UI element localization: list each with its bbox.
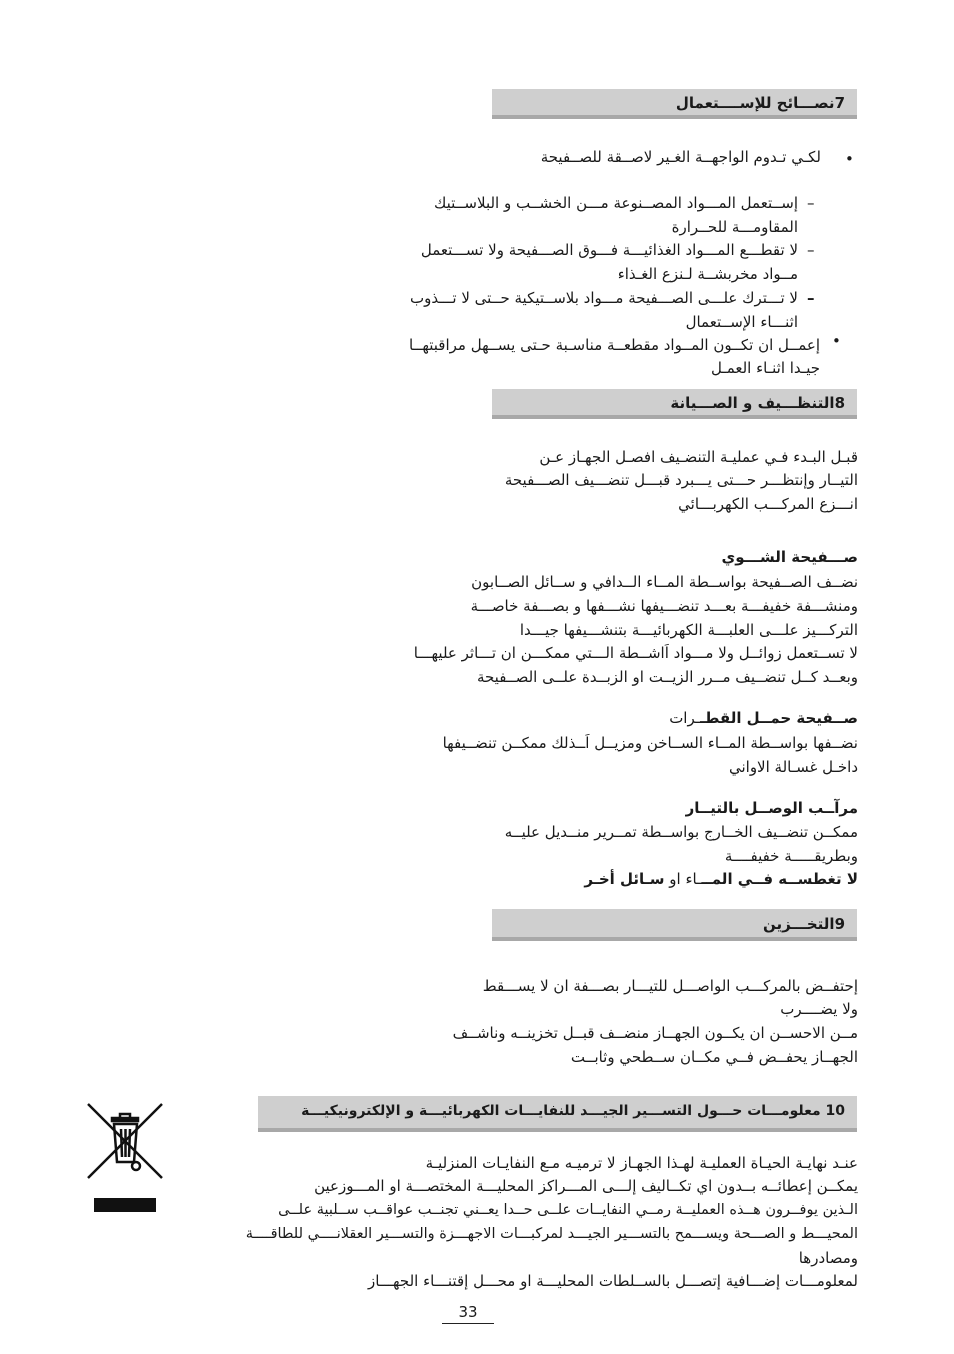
dash-marker: – [807, 289, 815, 307]
weee-black-bar [94, 1198, 156, 1212]
page-number: 33 [442, 1301, 494, 1324]
paragraph-line: نضــفها بواســطة المــاء الســاخن ومزيــل اَــذلك ممكــن تنضــيفها [442, 734, 858, 752]
section-10-heading: 10 معلومـــات حـــول التســـير الجيـــد للنفايـــات الكهربائيـــة و الإلكترونيكيـــة [258, 1096, 857, 1132]
paragraph-line: ممكــن تنضــيف الخــارج بواســطة تمــرير منــديل عليــه [504, 823, 858, 841]
paragraph-line: لا تســتعمل زوائــل ولا مـــواد اَاشــطة الـــتي ممكـــن ان تـــاثر عليهـــا [413, 644, 858, 662]
paragraph-line: الـذين يوفــرون هــذه العمليــة رمــي النفايــات علــى حــدا يعــني تجنــب عواقــب ســلبية علــى [278, 1202, 858, 1218]
warning-bold-part-2: سـائل أخـر [584, 870, 665, 888]
subheading-grill-plate: صـــفيحة الشـــوي [721, 548, 858, 566]
warning-normal-part: ـاء او [664, 870, 702, 888]
paragraph-line: وبعــد كــل تنضــيف مــرر الزيــت او الزبــدة علــى الصــفيحة [476, 668, 858, 686]
bullet-text-cont: جيـدا اثنـاء العمـل [710, 359, 820, 377]
warning-bold-part: لا تغطســه فــي المــ [701, 870, 858, 888]
paragraph-line: التيــار وإنتظـــر حـــتى يـــبرد قبـــل تنضـــيف الصـــفيحة [504, 471, 858, 489]
crossed-out-bin-icon [84, 1100, 166, 1182]
list-item: لا تـــترك علـــى الصـــفيحة مـــواد بلاســتيكية حــتى لا تـــذوب [409, 289, 798, 307]
paragraph-line: إحتفــض بالمركـــب الواصـــل للتيـــار بصـــفة ان لا يســـقط [482, 977, 858, 995]
paragraph-line: المحيـــط و الصـــحة ويســـمح بالتســـير الجيـــد لمركبـــات الاجهـــزة والتســـير العقلانــــي للطاقــــة [245, 1226, 858, 1242]
list-item-cont: اثنـــاء الإســتعمال [685, 313, 798, 331]
paragraph-line: يمكــن إعطائــه بــدون اي تكــاليف إلـــى المـــراكز المحليـــة المختصـــة او المـــوزعين [314, 1177, 858, 1195]
bullet-dot: • [832, 332, 841, 350]
list-item: إســتعمل المـــواد المصــنوعة مـــن الخشــب و البلاســتيك [433, 194, 798, 212]
dash-marker: – [807, 194, 815, 212]
subheading-rest: ـرات [669, 709, 701, 727]
subheading-bold-part: صــفيحة حمــل القطـ [700, 709, 858, 727]
paragraph-line: قبـل البـدء فـي عمليـة التنضـيف افصـل الجهـاز عـن [539, 448, 858, 466]
paragraph-line: مــن الاحســن ان يكــون الجهــاز منضــف قبــل تخزينــه وناشــف [452, 1024, 858, 1042]
bullet-text: إعمــل ان تكــون المــواد مقطعــة مناسـبة حـتى يســهل مراقبتهــا [408, 336, 820, 354]
subheading-drip-tray [669, 708, 858, 728]
paragraph-line: الجهــاز يحفــض فــي مكــان ســطحي وثابــت [570, 1048, 858, 1066]
paragraph-line: ومصادرها [798, 1249, 858, 1267]
paragraph-line: ولا يضــــرب [780, 1000, 858, 1018]
bullet-dot: • [845, 150, 854, 168]
paragraph-line: وبطريقـــــة خفيفــــة [724, 847, 858, 865]
section-8-heading: 8التنظـــيف و الصـــيانة [492, 389, 857, 419]
paragraph-line: انـــزع المركـــب الكهربـــائي [678, 495, 858, 513]
list-item-cont: المقاومـــة للحــرارة [671, 218, 798, 236]
warning-line [584, 869, 858, 889]
paragraph-line: داخـل غسـالة الاواني [728, 758, 858, 776]
paragraph-line: ومنشـــفة خفيفـــة بعـــد تنضـــيفها نشـــفها و بصـــفة خاصـــة [470, 597, 858, 615]
section-7-heading: 7نصـــائح للإســــتعمال [492, 89, 857, 119]
bullet-text: لكـي تـدوم الواجهــة الغـير لاصــقة للصــفيحة [540, 148, 821, 166]
section-9-heading: 9التخـــزين [492, 909, 857, 941]
paragraph-line: عنـد نهايـة الحيـاة العمليـة لهـذا الجهـاز لا ترميـه مـع النفايـات المنزليـة [425, 1154, 858, 1172]
dash-marker: – [807, 241, 815, 259]
paragraph-line: التركـــيز علـــى العلبـــة الكهربائيـــة بتنشـــيفها جيـــدا [519, 621, 858, 639]
paragraph-line: نضــف الصــفيحة بواســطة المــاء الــدافي و ســائل الصــابون [471, 573, 858, 591]
subheading-power-connector: مرآــب الوصــل بالتيــار [685, 799, 858, 817]
list-item-cont: مــواد مخربشــة لـنزع الغـذاء [617, 265, 798, 283]
list-item: لا تقطـــع المـــواد الغذائيـــة فـــوق الصـــفيحة ولا تســـتعمل [420, 241, 798, 259]
paragraph-line: لمعلومـــات إضـــافية إتصـــل بالســلطات المحليـــة او محـــل إقتنـــاء الجهـــاز [368, 1272, 858, 1290]
